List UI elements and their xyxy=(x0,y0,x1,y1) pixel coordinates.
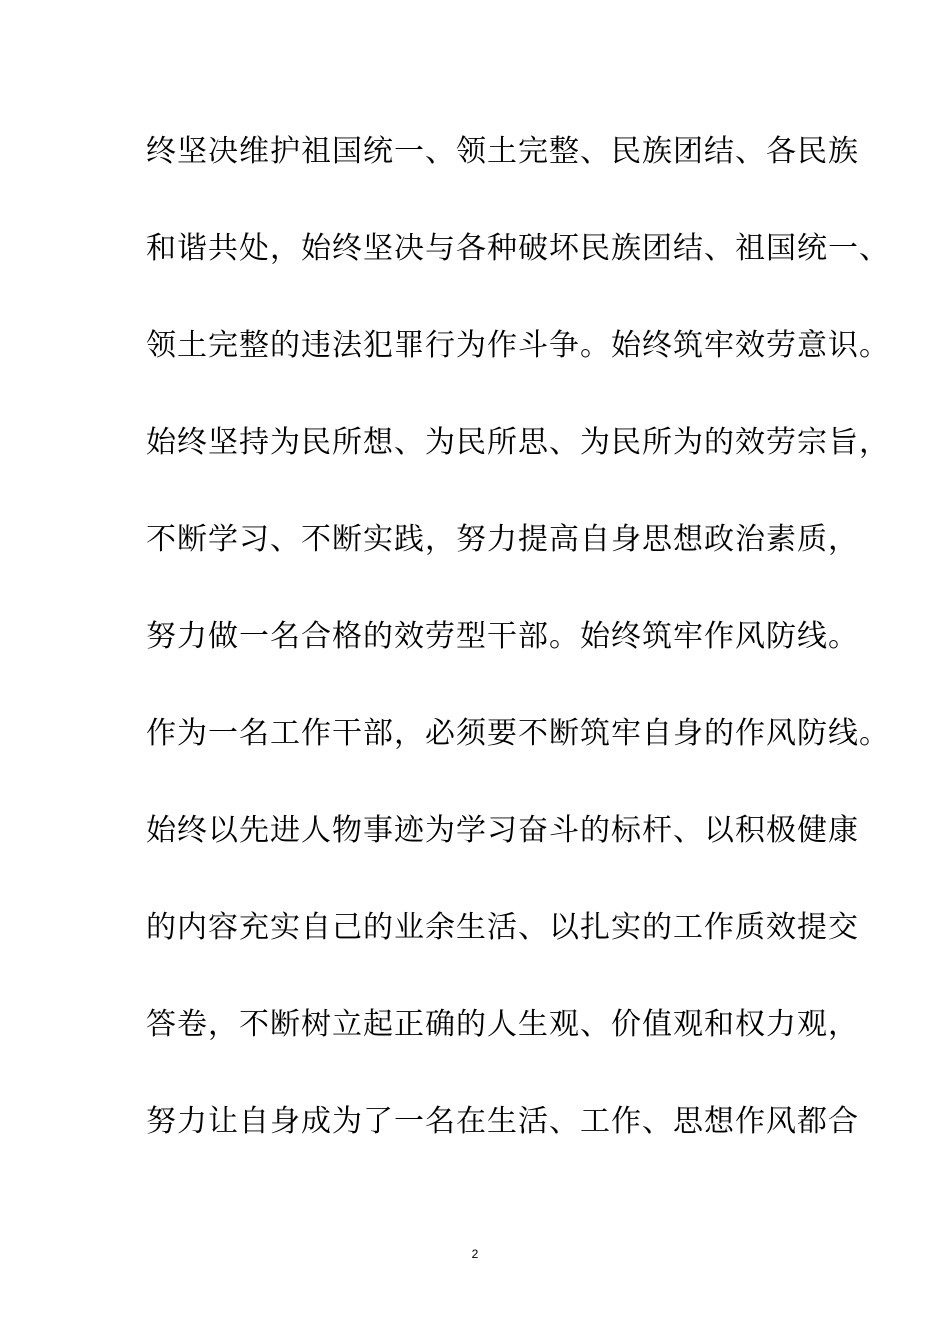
text-line: 努力让自身成为了一名在生活、工作、思想作风都合 xyxy=(146,1104,859,1139)
text-line: 作为一名工作干部，必须要不断筑牢自身的作风防线。 xyxy=(146,716,890,751)
text-line: 始终坚持为民所想、为民所思、为民所为的效劳宗旨， xyxy=(146,425,890,460)
text-line: 领土完整的违法犯罪行为作斗争。始终筑牢效劳意识。 xyxy=(146,328,890,363)
text-line: 始终以先进人物事迹为学习奋斗的标杆、以积极健康 xyxy=(146,813,859,848)
text-line: 答卷，不断树立起正确的人生观、价值观和权力观， xyxy=(146,1007,859,1042)
text-line: 终坚决维护祖国统一、领土完整、民族团结、各民族 xyxy=(146,134,859,169)
text-line: 的内容充实自己的业余生活、以扎实的工作质效提交 xyxy=(146,910,859,945)
text-line: 不断学习、不断实践，努力提高自身思想政治素质， xyxy=(146,522,859,557)
body-paragraph xyxy=(146,122,890,1189)
text-line: 和谐共处，始终坚决与各种破坏民族团结、祖国统一、 xyxy=(146,231,890,266)
page-number: 2 xyxy=(471,1247,479,1261)
text-line: 努力做一名合格的效劳型干部。始终筑牢作风防线。 xyxy=(146,619,859,654)
